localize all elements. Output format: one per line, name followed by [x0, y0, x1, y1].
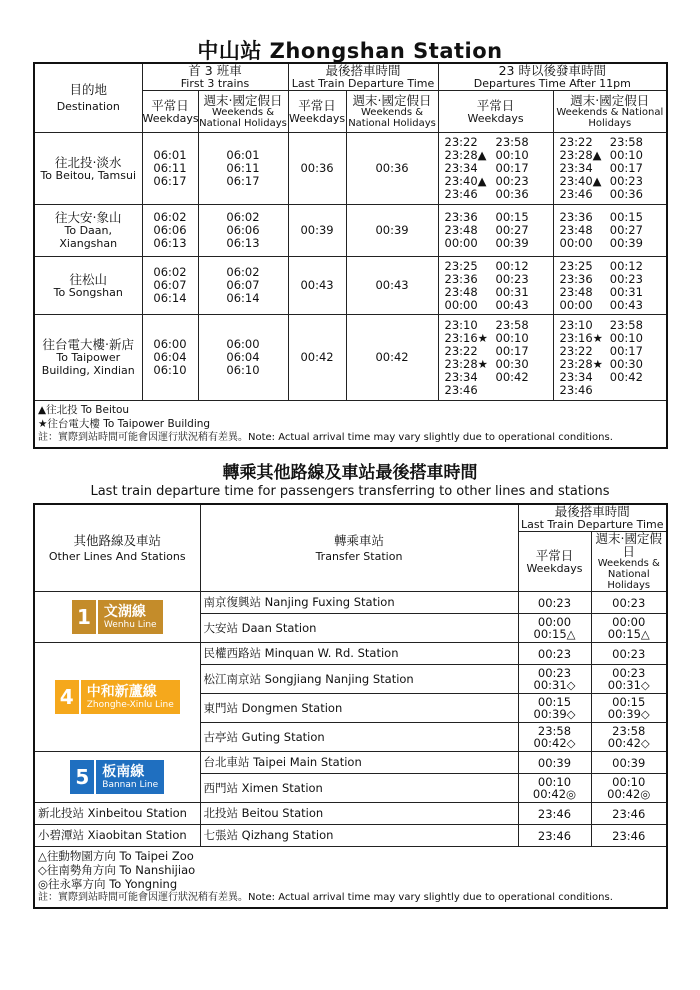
last-weekend: 00:10 00:42◎: [591, 774, 667, 803]
time: 00:23: [495, 174, 529, 188]
line-name: 中和新蘆線: [86, 683, 157, 700]
time: 00:17: [495, 161, 529, 175]
weekend-header: 週末‧國定假日 Weekends & National Holidays: [198, 91, 288, 133]
time: 00:23: [495, 271, 529, 286]
time: 00:12: [495, 258, 529, 273]
after11-times: [553, 257, 667, 315]
time: 23:34: [444, 161, 478, 175]
last-weekend: 00:39: [591, 752, 667, 774]
time: 23:34: [559, 369, 593, 384]
time: 23:22: [559, 135, 593, 149]
time: 23:22: [559, 343, 593, 358]
notes: ▲往北投 To Beitou ★往台電大樓 To Taipower Building 註：實際到站時間可能會因運行狀況稍有差異。Note: Actual arrival time may vary slightly due to operational conditions.: [34, 401, 667, 449]
last-weekend: 00:36: [346, 133, 438, 205]
weekday-header: 平常日 Weekdays: [288, 91, 346, 133]
last-weekday: 00:42: [288, 315, 346, 401]
last-weekday: 23:46: [518, 825, 591, 847]
time: 00:00: [444, 236, 478, 250]
time: [496, 384, 547, 397]
last-weekday: 00:39: [288, 205, 346, 257]
last-weekday: 00:00 00:15△: [518, 614, 591, 643]
last-weekday: 00:23: [518, 643, 591, 665]
transfer-title: 轉乘其他路線及車站最後搭車時間: [222, 463, 478, 483]
first3-weekday: 06:02 06:06 06:13: [142, 205, 198, 257]
time: 00:15: [495, 210, 529, 224]
time: 23:16★: [444, 330, 488, 345]
last-weekend: 00:23: [591, 643, 667, 665]
last-weekend: 00:15 00:39◇: [591, 694, 667, 723]
time: 23:36: [444, 271, 478, 286]
time: 00:10: [495, 330, 529, 345]
line-number: 4: [55, 680, 81, 714]
time: 00:17: [609, 161, 643, 175]
time: 23:58: [495, 135, 529, 149]
after11-times: [553, 133, 667, 205]
line-badge: [55, 680, 180, 714]
after11-times: [438, 257, 553, 315]
first3-weekend: 06:02 06:06 06:13: [198, 205, 288, 257]
line-cell: [34, 643, 200, 752]
transfer-row: [34, 643, 667, 665]
time: 00:27: [495, 223, 529, 237]
after11-times: [438, 133, 553, 205]
destination-cell: 往松山 To Songshan: [34, 257, 142, 315]
timetable: [33, 62, 668, 449]
weekend-header: 週末‧國定假日 Weekends & National Holidays: [591, 532, 667, 592]
last-weekend: 00:23: [591, 592, 667, 614]
line-name: 文湖線: [103, 603, 146, 620]
time: 23:48: [559, 223, 593, 237]
time: 23:40▲: [444, 174, 487, 188]
line-number: 5: [70, 760, 96, 794]
last-train-header: 最後搭車時間 Last Train Departure Time: [288, 63, 438, 91]
destination-header: 目的地 Destination: [34, 63, 142, 133]
destination-cell: 往大安‧象山 To Daan, Xiangshan: [34, 205, 142, 257]
first3-weekend: 06:00 06:04 06:10: [198, 315, 288, 401]
time: 00:23: [609, 271, 643, 286]
first3-header: 首 3 班車 First 3 trains: [142, 63, 288, 91]
after11-times: [438, 315, 553, 401]
after11-times: [553, 205, 667, 257]
timetable-row: [34, 257, 667, 315]
time: 00:15: [609, 210, 643, 224]
time: 00:42: [609, 369, 643, 384]
time: 23:48: [559, 284, 593, 299]
time: 00:17: [495, 343, 529, 358]
time: 23:22: [444, 343, 478, 358]
time: 00:39: [495, 236, 529, 250]
time: 23:25: [444, 258, 478, 273]
last-weekend: 00:23 00:31◇: [591, 665, 667, 694]
time: 23:34: [559, 161, 593, 175]
timetable-row: [34, 315, 667, 401]
time: 23:28★: [559, 356, 603, 371]
time: 00:31: [609, 284, 643, 299]
station-header: 轉乘車站 Transfer Station: [200, 504, 518, 592]
weekend-header: 週末‧國定假日 Weekends & National Holidays: [346, 91, 438, 133]
transfer-station: 松江南京站 Songjiang Nanjing Station: [200, 665, 518, 694]
transfer-row: [34, 752, 667, 774]
time: 00:30: [495, 356, 529, 371]
last-weekday: 00:15 00:39◇: [518, 694, 591, 723]
line-name-en: Zhonghe-Xinlu Line: [86, 699, 174, 710]
first3-weekday: 06:01 06:11 06:17: [142, 133, 198, 205]
line-cell: [34, 752, 200, 803]
weekday-header: 平常日 Weekdays: [142, 91, 198, 133]
time: 00:10: [609, 148, 643, 162]
last-weekend: 23:46: [591, 803, 667, 825]
last-weekend: 00:00 00:15△: [591, 614, 667, 643]
after11-header: 23 時以後發車時間 Departures Time After 11pm: [438, 63, 667, 91]
time: 23:48: [444, 223, 478, 237]
last-weekday: 00:36: [288, 133, 346, 205]
last-weekend: 23:58 00:42◇: [591, 723, 667, 752]
time: 00:30: [609, 356, 643, 371]
transfer-station: 北投站 Beitou Station: [200, 803, 518, 825]
time: 23:28▲: [444, 148, 487, 162]
transfer-station: 古亭站 Guting Station: [200, 723, 518, 752]
first3-weekday: 06:02 06:07 06:14: [142, 257, 198, 315]
weekend-header: 週末‧國定假日 Weekends & National Holidays: [553, 91, 667, 133]
time: 23:10: [444, 317, 478, 332]
transfer-station: 南京復興站 Nanjing Fuxing Station: [200, 592, 518, 614]
time: 00:00: [444, 297, 478, 312]
weekday-header: 平常日 Weekdays: [438, 91, 553, 133]
time: 23:46: [559, 382, 593, 397]
line-name-en: Wenhu Line: [103, 619, 157, 630]
last-weekday: 00:10 00:42◎: [518, 774, 591, 803]
time: 23:36: [559, 271, 593, 286]
lines-header: 其他路線及車站 Other Lines And Stations: [34, 504, 200, 592]
time: 00:00: [559, 236, 593, 250]
time: 23:22: [444, 135, 478, 149]
transfer-notes: △往動物園方向 To Taipei Zoo ◇往南勢角方向 To Nanshijiao ◎往永寧方向 To Yongning 註：實際到站時間可能會因運行狀況稍有差異。Note: Actual arrival time may vary slightly due to operational conditions.: [34, 847, 667, 909]
time: 23:46: [444, 187, 478, 201]
timetable-row: [34, 205, 667, 257]
transfer-station: 大安站 Daan Station: [200, 614, 518, 643]
time: 00:43: [609, 297, 643, 312]
other-line-station: 新北投站 Xinbeitou Station: [34, 803, 200, 825]
destination-cell: 往北投‧淡水 To Beitou, Tamsui: [34, 133, 142, 205]
transfer-table: [33, 503, 668, 909]
last-weekday: 23:46: [518, 803, 591, 825]
last-weekday: 00:39: [518, 752, 591, 774]
last-weekday: 23:58 00:42◇: [518, 723, 591, 752]
time: 23:28▲: [559, 148, 602, 162]
after11-times: [553, 315, 667, 401]
last-weekend: 00:43: [346, 257, 438, 315]
last-weekend: 00:42: [346, 315, 438, 401]
time: 23:25: [559, 258, 593, 273]
time: 23:48: [444, 284, 478, 299]
other-line-station: 小碧潭站 Xiaobitan Station: [34, 825, 200, 847]
transfer-station: 東門站 Dongmen Station: [200, 694, 518, 723]
page-title: 中山站 Zhongshan Station: [197, 39, 503, 63]
last-weekend: 00:39: [346, 205, 438, 257]
line-badge: [70, 760, 164, 794]
time: 00:36: [495, 187, 529, 201]
first3-weekday: 06:00 06:04 06:10: [142, 315, 198, 401]
line-cell: [34, 592, 200, 643]
time: 23:46: [444, 382, 478, 397]
last-weekend: 23:46: [591, 825, 667, 847]
time: 00:31: [495, 284, 529, 299]
transfer-row: [34, 592, 667, 614]
time: 00:23: [609, 174, 643, 188]
transfer-row: [34, 825, 667, 847]
after11-times: [438, 205, 553, 257]
transfer-row: [34, 803, 667, 825]
time: 00:17: [609, 343, 643, 358]
time: 00:43: [495, 297, 529, 312]
first3-weekend: 06:01 06:11 06:17: [198, 133, 288, 205]
time: 00:12: [609, 258, 643, 273]
time: 00:42: [495, 369, 529, 384]
time: 23:58: [495, 317, 529, 332]
time: 23:58: [609, 135, 643, 149]
transfer-station: 西門站 Ximen Station: [200, 774, 518, 803]
time: 00:10: [609, 330, 643, 345]
time: 00:10: [495, 148, 529, 162]
last-weekday: 00:23: [518, 592, 591, 614]
time: 23:58: [609, 317, 643, 332]
last-header: 最後搭車時間 Last Train Departure Time: [518, 504, 667, 532]
time: 23:36: [444, 210, 478, 224]
line-badge: [72, 600, 163, 634]
time: 00:39: [609, 236, 643, 250]
last-weekday: 00:43: [288, 257, 346, 315]
line-number: 1: [72, 600, 98, 634]
time: 23:16★: [559, 330, 603, 345]
time: 00:00: [559, 297, 593, 312]
time: 23:34: [444, 369, 478, 384]
timetable-row: [34, 133, 667, 205]
destination-cell: 往台電大樓‧新店 To Taipower Building, Xindian: [34, 315, 142, 401]
last-weekday: 00:23 00:31◇: [518, 665, 591, 694]
time: 23:28★: [444, 356, 488, 371]
time: 00:27: [609, 223, 643, 237]
time: 23:46: [559, 187, 593, 201]
time: 00:36: [609, 187, 643, 201]
transfer-station: 民權西路站 Minquan W. Rd. Station: [200, 643, 518, 665]
weekday-header: 平常日 Weekdays: [518, 532, 591, 592]
time: [610, 384, 660, 397]
time: 23:40▲: [559, 174, 602, 188]
transfer-station: 台北車站 Taipei Main Station: [200, 752, 518, 774]
transfer-subtitle: Last train departure time for passengers transferring to other lines and stations: [90, 484, 610, 499]
transfer-station: 七張站 Qizhang Station: [200, 825, 518, 847]
line-name: 板南線: [102, 763, 145, 780]
line-name-en: Bannan Line: [102, 779, 159, 790]
time: 23:36: [559, 210, 593, 224]
time: 23:10: [559, 317, 593, 332]
first3-weekend: 06:02 06:07 06:14: [198, 257, 288, 315]
